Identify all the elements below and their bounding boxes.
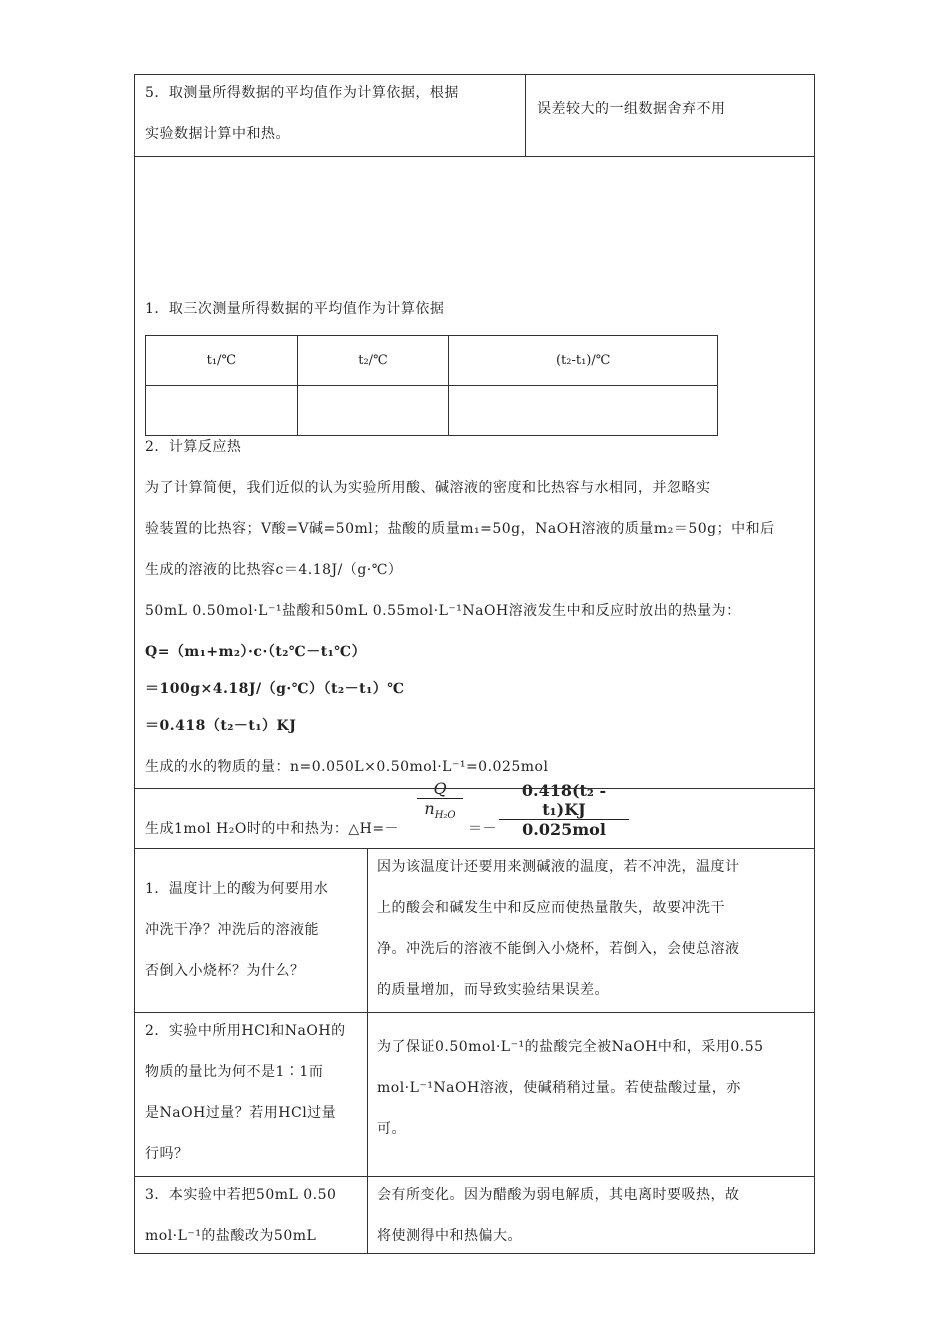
step5-text: 5．取测量所得数据的平均值作为计算依据，根据 实验数据计算中和热。 bbox=[145, 85, 459, 142]
frac2-numerator: 0.418(t₂ - t₁)KJ bbox=[521, 781, 607, 819]
q-formula-2: ＝100g×4.18J/（g·℃）（t₂－t₁）℃ bbox=[145, 681, 405, 697]
answer-2: 为了保证0.50mol·L⁻¹的盐酸完全被NaOH中和，采用0.55 mol·L⁻¹NaOH溶液，使碱稍稍过量。若使盐酸过量，亦 可。 bbox=[377, 1039, 764, 1137]
answer-3: 会有所变化。因为醋酸为弱电解质，其电离时要吸热，故 将使测得中和热偏大。 bbox=[377, 1187, 740, 1244]
equals-minus: ＝－ bbox=[468, 821, 497, 837]
q-formula-3: ＝0.418（t₂－t₁）KJ bbox=[145, 718, 297, 734]
document-table bbox=[134, 74, 815, 1254]
q-formula: Q=（m₁+m₂）·c·（t₂℃－t₁℃） bbox=[145, 644, 367, 660]
blank-row bbox=[134, 788, 815, 848]
question-3: 3．本实验中若把50mL 0.50 mol·L⁻¹的盐酸改为50mL bbox=[145, 1187, 337, 1244]
calc-body bbox=[145, 427, 810, 788]
calculation-section bbox=[134, 156, 815, 839]
header-t2: t₂/℃ bbox=[297, 336, 449, 386]
step5-note: 误差较大的一组数据舍弃不用 bbox=[537, 101, 726, 117]
header-t1: t₁/℃ bbox=[146, 336, 298, 386]
frac1-denominator: n bbox=[424, 799, 435, 818]
frac1-numerator: Q bbox=[433, 779, 447, 798]
step5-row bbox=[134, 74, 815, 156]
water-amount: 生成的水的物质的量：n=0.050L×0.50mol·L⁻¹=0.025mol bbox=[145, 759, 549, 775]
answer-1: 因为该温度计还要用来测碱液的温度，若不冲洗，温度计 上的酸会和碱发生中和反应而使热量散失，故要冲洗干 净。冲洗后的溶液不能倒入小烧杯，若倒入，会使总溶液 的质量增加，而导致实验结果误差。 bbox=[377, 859, 740, 998]
para-line: 生成的溶液的比热容c＝4.18J/（g·℃） bbox=[145, 562, 403, 578]
step2-title: 2．计算反应热 bbox=[145, 439, 242, 455]
qa-row-3 bbox=[134, 1176, 815, 1254]
question-2: 2．实验中所用HCl和NaOH的 物质的量比为何不是1∶1而 是NaOH过量？若用HCl过量 行吗？ bbox=[145, 1023, 346, 1162]
final-prefix: 生成1mol H₂O时的中和热为：△H=－ bbox=[145, 821, 400, 837]
heat-line: 50mL 0.50mol·L⁻¹盐酸和50mL 0.55mol·L⁻¹NaOH溶液发生中和反应时放出的热量为： bbox=[145, 603, 741, 619]
temperature-table bbox=[145, 335, 718, 436]
para-line: 验装置的比热容；V酸=V碱=50ml；盐酸的质量m₁=50g，NaOH溶液的质量m₂＝50g；中和后 bbox=[145, 521, 775, 537]
step1-text: 1．取三次测量所得数据的平均值作为计算依据 bbox=[145, 301, 445, 317]
frac1-subscript: H₂O bbox=[434, 810, 456, 822]
frac2-denominator: 0.025mol bbox=[499, 819, 629, 839]
qa-row-1 bbox=[134, 848, 815, 1012]
question-1: 1．温度计上的酸为何要用水 冲洗干净？冲洗后的溶液能 否倒入小烧杯？为什么？ bbox=[145, 881, 329, 979]
para-line: 为了计算简便，我们近似的认为实验所用酸、碱溶液的密度和比热容与水相同，并忽略实 bbox=[145, 480, 711, 496]
qa-row-2 bbox=[134, 1012, 815, 1176]
header-diff: (t₂-t₁)/℃ bbox=[449, 336, 718, 386]
